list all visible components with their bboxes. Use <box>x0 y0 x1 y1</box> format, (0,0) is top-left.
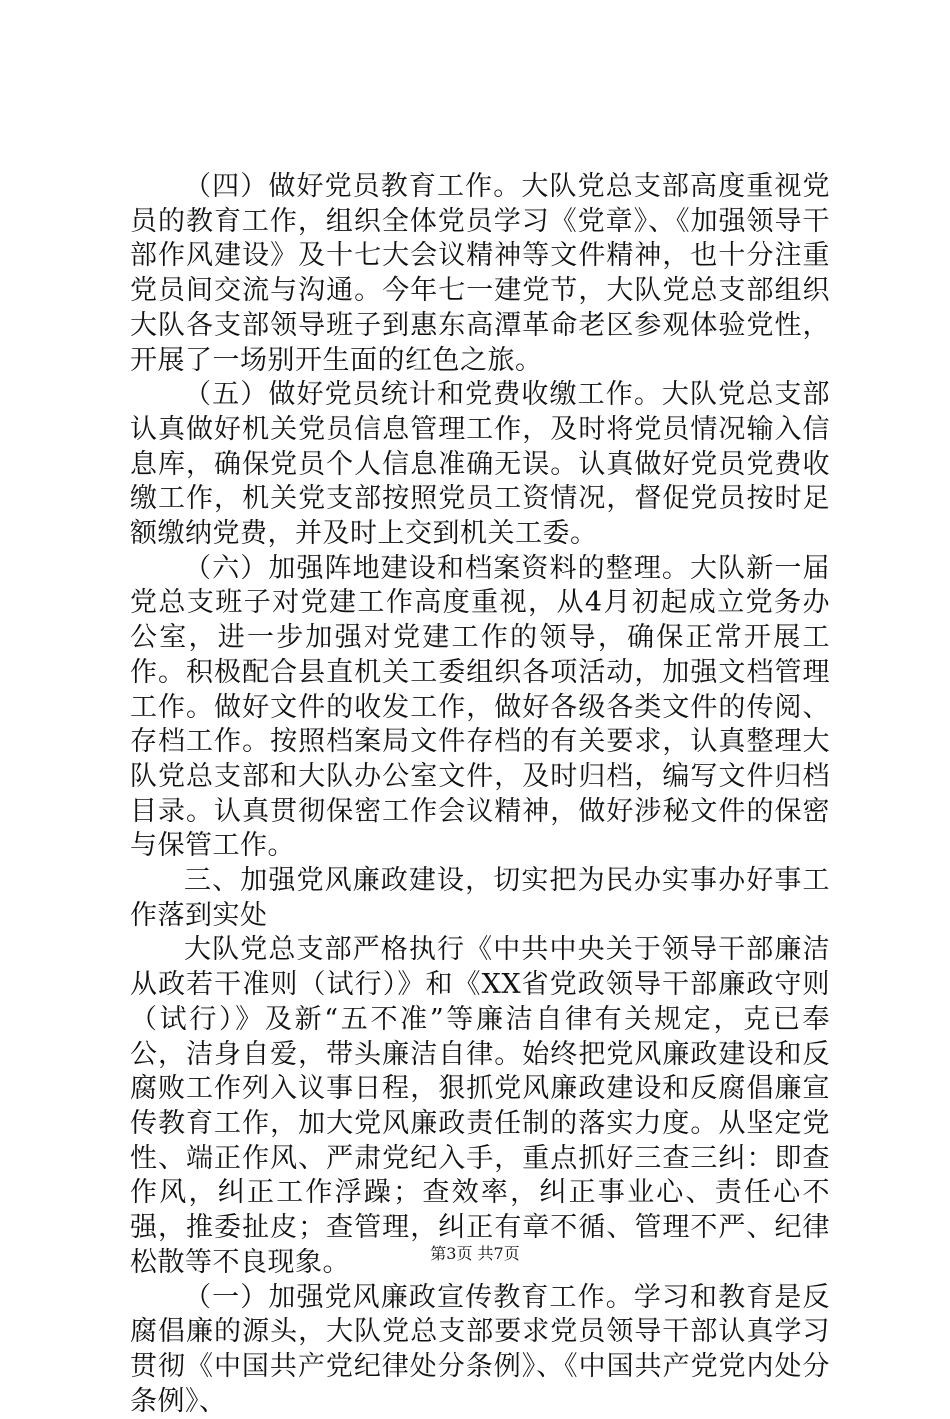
document-body <box>130 170 830 1419</box>
paragraph-integrity-rules: 大队党总支部严格执行《中共中央关于领导干部廉洁从政若干准则（试行）》和《XX省党政领导干部廉政守则（试行）》及新“五不准”等廉洁自律有关规定，克已奉公，洁身自爱，带头廉洁自律。始终把党风廉政建设和反腐败工作列入议事日程，狠抓党风廉政建设和反腐倡廉宣传教育工作，加大党风廉政责任制的落实力度。从坚定党性、端正作风、严肃党纪入手，重点抓好三查三纠：即查作风，纠正工作浮躁；查效率，纠正事业心、责任心不强，推委扯皮；查管理，纠正有章不循、管理不严、纪律松散等不良现象。 <box>130 933 830 1280</box>
paragraph-integrity-education: （一）加强党风廉政宣传教育工作。学习和教育是反腐倡廉的源头，大队党总支部要求党员领导干部认真学习贯彻《中国共产党纪律处分条例》、《中国共产党党内处分条例》、 <box>130 1281 830 1419</box>
paragraph-archive-management: （六）加强阵地建设和档案资料的整理。大队新一届党总支班子对党建工作高度重视，从4月初起成立党务办公室，进一步加强对党建工作的领导，确保正常开展工作。积极配合县直机关工委组织各项活动，加强文档管理工作。做好文件的收发工作，做好各级各类文件的传阅、存档工作。按照档案局文件存档的有关要求，认真整理大队党总支部和大队办公室文件，及时归档，编写文件归档目录。认真贯彻保密工作会议精神，做好涉秘文件的保密与保管工作。 <box>130 552 830 864</box>
page-number-footer: 第3页 共7页 <box>0 1244 950 1264</box>
paragraph-member-statistics: （五）做好党员统计和党费收缴工作。大队党总支部认真做好机关党员信息管理工作，及时将党员情况输入信息库，确保党员个人信息准确无误。认真做好党员党费收缴工作，机关党支部按照党员工资情况，督促党员按时足额缴纳党费，并及时上交到机关工委。 <box>130 378 830 552</box>
paragraph-party-education: （四）做好党员教育工作。大队党总支部高度重视党员的教育工作，组织全体党员学习《党章》、《加强领导干部作风建设》及十七大会议精神等文件精神，也十分注重党员间交流与沟通。今年七一建党节，大队党总支部组织大队各支部领导班子到惠东高潭革命老区参观体验党性，开展了一场别开生面的红色之旅。 <box>130 170 830 378</box>
section-heading-integrity: 三、加强党风廉政建设，切实把为民办实事办好事工作落到实处 <box>130 864 830 933</box>
